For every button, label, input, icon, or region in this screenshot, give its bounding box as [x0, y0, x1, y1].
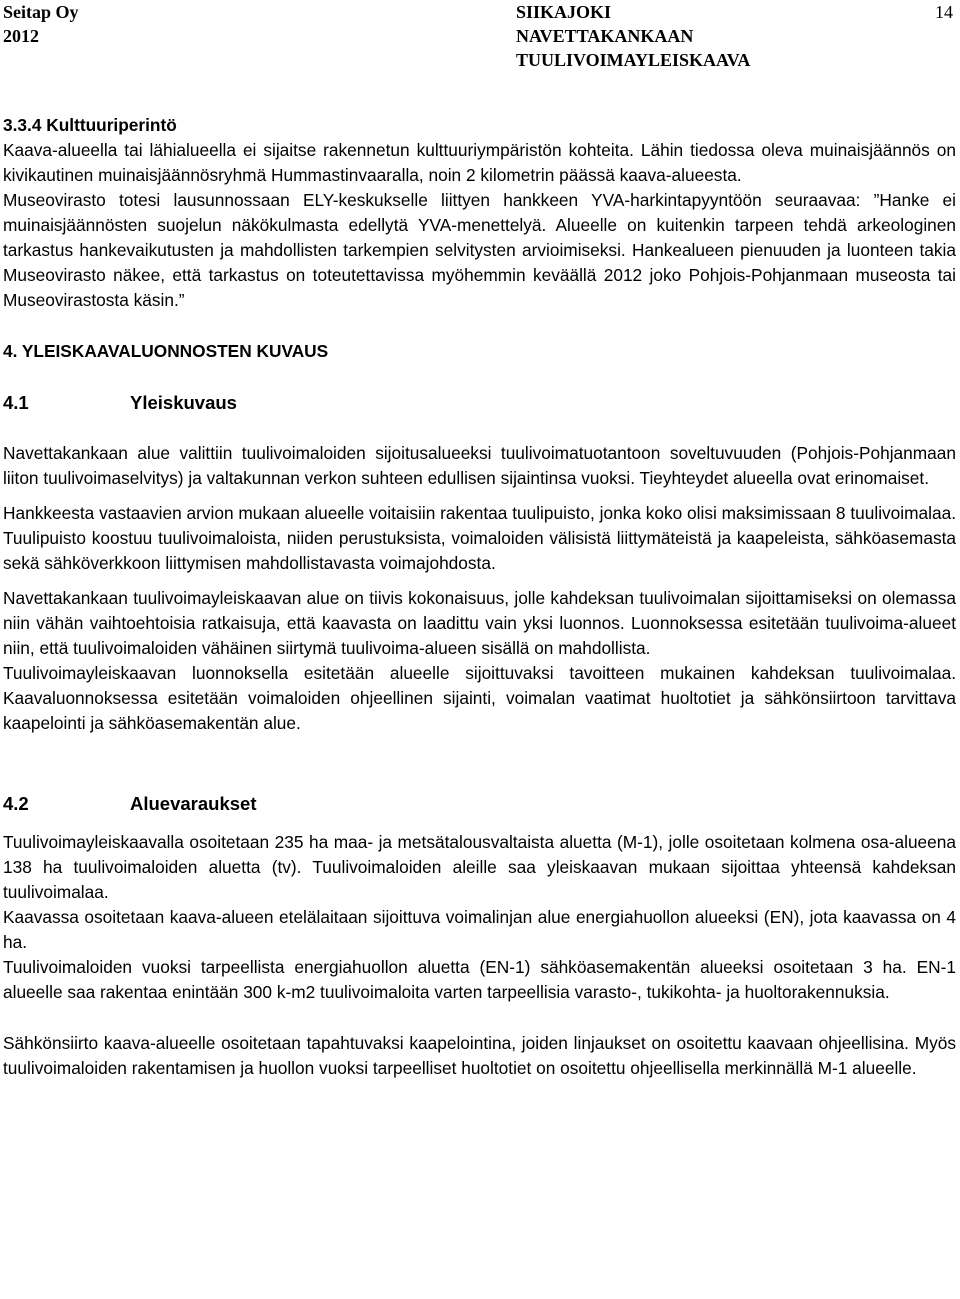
- heading-4-1-title: Yleiskuvaus: [130, 392, 237, 413]
- paragraph-land-use-3: Tuulivoimaloiden vuoksi tarpeellista energiahuollon aluetta (EN-1) sähköasemakentän alueeksi osoitetaan 3 ha. EN-1 alueelle saa rakentaa enintään 300 k-m2 tuulivoimaloita varten tarpeellisia varasto-, tukikohta- ja huoltorakennuksia.: [3, 957, 956, 1002]
- paragraph-cultural-heritage-1: Kaava-alueella tai lähialueella ei sijaitse rakennetun kulttuuriympäristön kohteita. Lähin tiedossa oleva muinaisjäännös on kivikautinen muinaisjäännösryhmä Hummastinvaaralla, noin 2 kilometrin päässä kaava-alueesta.: [3, 140, 956, 185]
- paragraph-land-use-2: Kaavassa osoitetaan kaava-alueen etelälaitaan sijoittuva voimalinjan alue energiahuollon alueeksi (EN), jota kaavassa on 4 ha.: [3, 907, 956, 952]
- heading-4-1: [3, 390, 956, 415]
- document-body: [3, 113, 956, 1081]
- paragraph-overview-4: Tuulivoimayleiskaavan luonnoksella esitetään alueelle sijoittuvaksi tavoitteen mukainen kahdeksan tuulivoimalaa. Kaavaluonnoksessa esitetään voimaloiden ohjeellinen sijainti, voimalan vaatimat huoltotiet ja sähkönsiirtoon tarvittava kaapelointi ja sähköasemakentän alue.: [3, 663, 956, 733]
- paragraph-overview-2: Hankkeesta vastaavien arvion mukaan alueelle voitaisiin rakentaa tuulipuisto, jonka koko olisi maksimissaan 8 tuulivoimalaa. Tuulipuisto koostuu tuulivoimaloista, niiden perustuksista, voimaloiden välisistä liittymäteistä ja kaapeleista, sähköasemasta sekä sähköverkkoon liittymisen mahdollistavasta voimajohdosta.: [3, 503, 956, 573]
- heading-section-4: 4. YLEISKAAVALUONNOSTEN KUVAUS: [3, 341, 329, 361]
- header-area: NAVETTAKANKAAN: [516, 26, 694, 46]
- header-municipality: SIIKAJOKI: [516, 2, 612, 22]
- heading-4-2-title: Aluevaraukset: [130, 793, 257, 814]
- paragraph-land-use-1: Tuulivoimayleiskaavalla osoitetaan 235 ha maa- ja metsätalousvaltaista aluetta (M-1), jolle osoitetaan kolmena osa-alueena 138 ha tuulivoimaloiden aluetta (tv). Tuulivoimaloiden aleille saa yleiskaavan mukaan sijoittaa yhteensä kahdeksan tuulivoimalaa.: [3, 832, 956, 902]
- paragraph-overview-3: Navettakankaan tuulivoimayleiskaavan alue on tiivis kokonaisuus, jolle kahdeksan tuulivoimalan sijoittamiseksi on olemassa niin vähän vaihtoehtoisia ratkaisuja, että kaavasta on laadittu vain yksi luonnos. Luonnoksessa esitetään tuulivoima-alueet niin, että tuulivoimaloiden vähäinen siirtymä tuulivoima-alueen sisällä on mahdollista.: [3, 588, 956, 658]
- paragraph-land-use-4: Sähkönsiirto kaava-alueelle osoitetaan tapahtuvaksi kaapelointina, joiden linjaukset on osoitettu kaavaan ohjeellisina. Myös tuulivoimaloiden rakentamisen ja huollon vuoksi tarpeelliset huoltotiet on osoitettu ohjeellisella merkinnällä M-1 alueelle.: [3, 1033, 956, 1078]
- header-year: 2012: [3, 26, 39, 46]
- heading-4-2: [3, 791, 956, 816]
- header-project: [516, 0, 750, 72]
- heading-3-3-4: 3.3.4 Kulttuuriperintö: [3, 115, 177, 135]
- heading-4-1-number: 4.1: [3, 392, 29, 413]
- header-left: [3, 0, 79, 48]
- paragraph-overview-1: Navettakankaan alue valittiin tuulivoimaloiden sijoitusalueeksi tuulivoimatuotantoon soveltuvuuden (Pohjois-Pohjanmaan liiton tuulivoimaselvitys) ja valtakunnan verkon suhteen edullisen sijaintinsa vuoksi. Tieyhteydet alueella ovat erinomaiset.: [3, 443, 956, 488]
- paragraph-cultural-heritage-2: Museovirasto totesi lausunnossaan ELY-keskukselle liittyen hankkeen YVA-harkintapyyntöön seuraavaa: ”Hanke ei muinaisjäännösten suojelun näkökulmasta edellytä YVA-menettelyä. Alueelle on kuitenkin tarpeen tehdä arkeologinen tarkastus hankevaikutusten ja mahdollisten tarkempien selvitysten arvioimiseksi. Hankealueen pienuuden ja luonteen takia Museovirasto näkee, että tarkastus on toteutettavissa myöhemmin keväällä 2012 joko Pohjois-Pohjanmaan museosta tai Museovirastosta käsin.”: [3, 190, 956, 310]
- page-number: 14: [935, 2, 953, 22]
- page-header: [0, 0, 960, 70]
- heading-4-2-number: 4.2: [3, 793, 29, 814]
- header-company: Seitap Oy: [3, 2, 79, 22]
- header-plan-type: TUULIVOIMAYLEISKAAVA: [516, 50, 751, 70]
